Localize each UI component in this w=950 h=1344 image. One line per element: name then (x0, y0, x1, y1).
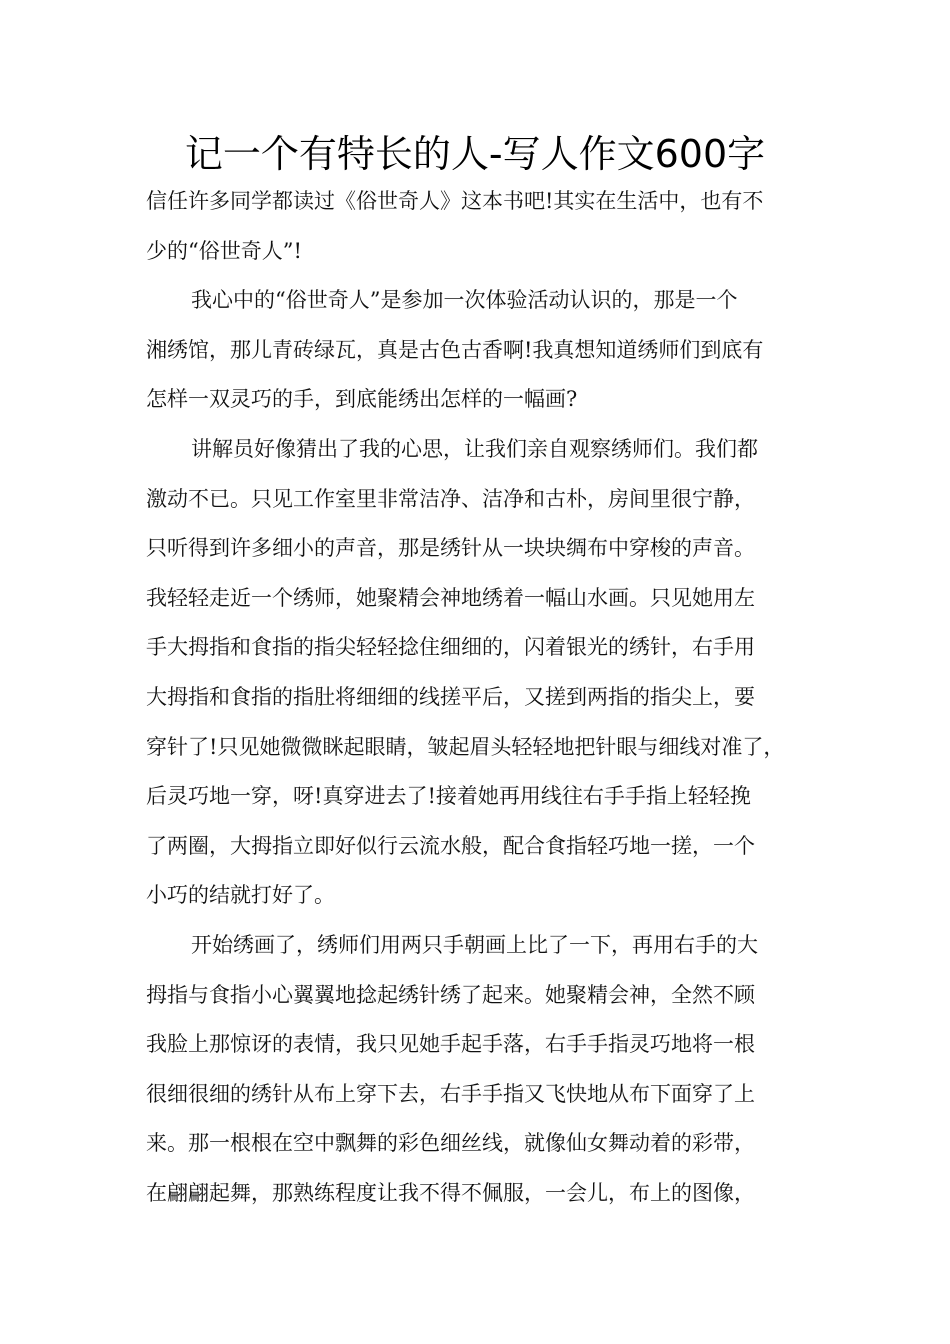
text-line: 大拇指和食指的指肚将细细的线搓平后，又搓到两指的指尖上，要 (146, 684, 755, 709)
text-line: 只听得到许多细小的声音，那是绣针从一块块绸布中穿梭的声音。 (146, 536, 755, 561)
text-line: 了两圈，大拇指立即好似行云流水般，配合食指轻巧地一搓，一个 (146, 833, 755, 858)
document-body (146, 177, 812, 1218)
document-title: 记一个有特长的人-写人作文600字 (184, 132, 766, 176)
text-line: 怎样一双灵巧的手，到底能绣出怎样的一幅画? (146, 387, 578, 412)
paragraph-2 (146, 276, 812, 425)
text-line: 激动不已。只见工作室里非常洁净、洁净和古朴，房间里很宁静， (146, 486, 755, 511)
paragraph-3 (146, 425, 812, 921)
text-line: 来。那一根根在空中飘舞的彩色细丝线，就像仙女舞动着的彩带， (146, 1131, 755, 1156)
text-line: 在翩翩起舞，那熟练程度让我不得不佩服，一会儿，布上的图像， (146, 1180, 755, 1205)
text-line: 很细很细的绣针从布上穿下去，右手手指又飞快地从布下面穿了上 (146, 1081, 755, 1106)
text-line: 信任许多同学都读过《俗世奇人》这本书吧!其实在生活中，也有不 (146, 189, 764, 213)
text-line: 我心中的“俗世奇人”是参加一次体验活动认识的，那是一个 (191, 288, 738, 313)
text-line: 后灵巧地一穿，呀!真穿进去了!接着她再用线往右手手指上轻轻挽 (146, 784, 751, 809)
text-line: 拇指与食指小心翼翼地捻起绣针绣了起来。她聚精会神，全然不顾 (146, 982, 755, 1007)
text-line: 湘绣馆，那儿青砖绿瓦，真是古色古香啊!我真想知道绣师们到底有 (146, 337, 764, 362)
text-line: 穿针了!只见她微微眯起眼睛，皱起眉头轻轻地把针眼与细线对准了， (146, 734, 785, 759)
text-line: 小巧的结就打好了。 (146, 883, 335, 908)
paragraph-1 (146, 177, 812, 276)
text-line: 开始绣画了，绣师们用两只手朝画上比了一下，再用右手的大 (191, 932, 758, 957)
paragraph-4 (146, 921, 812, 1219)
text-line: 我脸上那惊讶的表情，我只见她手起手落，右手手指灵巧地将一根 (146, 1032, 755, 1057)
text-line: 少的“俗世奇人”! (146, 238, 302, 263)
text-line: 手大拇指和食指的指尖轻轻捻住细细的，闪着银光的绣针，右手用 (146, 635, 755, 660)
text-line: 我轻轻走近一个绣师，她聚精会神地绣着一幅山水画。只见她用左 (146, 585, 755, 610)
text-line: 讲解员好像猜出了我的心思，让我们亲自观察绣师们。我们都 (191, 436, 758, 461)
